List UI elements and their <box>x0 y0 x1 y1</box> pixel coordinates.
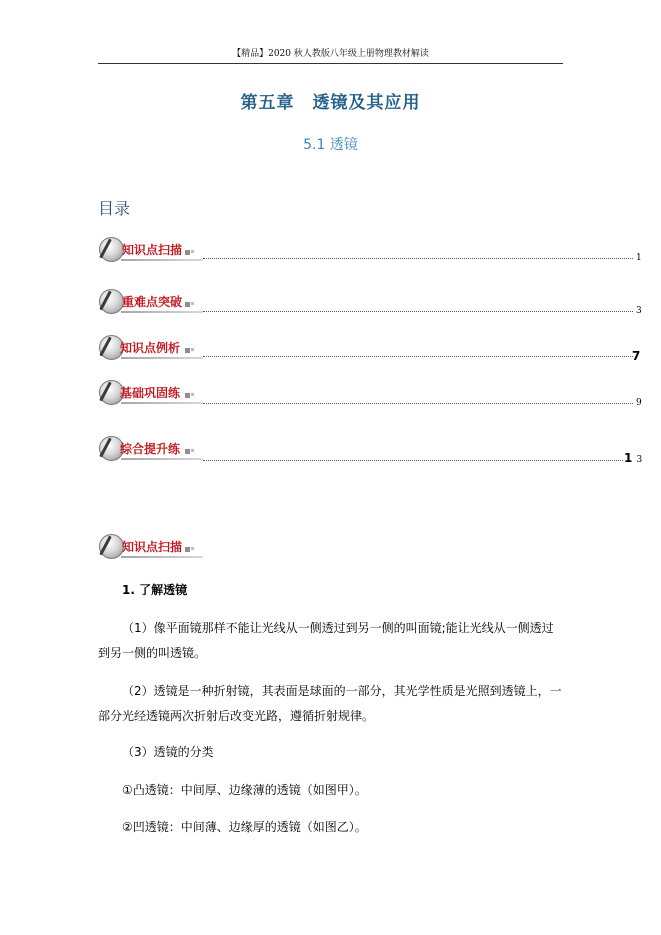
page-header: 【精品】2020 秋人教版八年级上册物理教材解读 <box>232 49 429 59</box>
badge-underline <box>121 357 203 359</box>
toc-page-main: 1 <box>624 451 633 465</box>
badge-underline <box>121 259 203 261</box>
toc-item-key-points[interactable] <box>99 287 203 317</box>
toc-heading: 目录 <box>98 199 131 218</box>
toc-item-examples[interactable] <box>99 333 203 363</box>
toc-item-advanced-practice[interactable] <box>99 434 203 464</box>
badge-underline <box>121 402 203 404</box>
toc-page-number: 1 <box>636 253 642 263</box>
square-decoration <box>191 449 194 452</box>
toc-page-number: 9 <box>636 398 642 408</box>
toc-item-scan[interactable] <box>99 235 203 265</box>
toc-item-basic-practice[interactable] <box>99 378 203 408</box>
toc-page-small: 3 <box>636 455 643 465</box>
badge-underline <box>121 311 203 313</box>
toc-page-number: 7 <box>632 349 641 363</box>
badge-underline <box>121 458 203 460</box>
paragraph: ①凸透镜：中间厚、边缘薄的透镜（如图甲）。 <box>122 783 367 797</box>
square-decoration <box>191 250 194 253</box>
square-decoration <box>185 449 190 454</box>
square-decoration <box>185 302 190 307</box>
square-decoration <box>191 348 194 351</box>
toc-item-label: 基础巩固练 <box>120 386 181 400</box>
square-decoration <box>191 302 194 305</box>
toc-leader <box>203 258 633 259</box>
toc-leader <box>203 356 633 357</box>
body-heading: 1. 了解透镜 <box>122 583 188 597</box>
chapter-title: 第五章 透镜及其应用 <box>240 93 421 113</box>
section-title: 5.1 透镜 <box>303 137 358 153</box>
toc-leader <box>203 460 623 461</box>
paragraph: ②凹透镜：中间薄、边缘厚的透镜（如图乙）。 <box>122 820 367 834</box>
square-decoration <box>191 547 194 550</box>
badge-underline <box>121 556 203 558</box>
toc-item-label: 知识点扫描 <box>122 243 183 257</box>
square-decoration <box>191 393 194 396</box>
toc-item-label: 综合提升练 <box>120 442 181 456</box>
paragraph: （1）像平面镜那样不能让光线从一侧透过到另一侧的叫面镜;能让光线从一侧透过到另一侧的叫透镜。 <box>98 621 554 660</box>
square-decoration <box>185 348 190 353</box>
toc-leader <box>203 403 633 404</box>
section-badge-scan <box>99 532 203 562</box>
header-divider <box>98 63 563 64</box>
square-decoration <box>185 547 190 552</box>
toc-leader <box>203 311 633 312</box>
section-badge-label: 知识点扫描 <box>122 540 183 554</box>
toc-item-label: 重难点突破 <box>122 295 183 309</box>
square-decoration <box>185 393 190 398</box>
square-decoration <box>185 250 190 255</box>
toc-item-label: 知识点例析 <box>120 341 181 355</box>
paragraph: （3）透镜的分类 <box>122 745 214 759</box>
toc-page-number <box>624 451 642 465</box>
toc-page-number: 3 <box>636 306 642 316</box>
paragraph: （2）透镜是一种折射镜，其表面是球面的一部分，其光学性质是光照到透镜上，一部分光经透镜两次折射后改变光路，遵循折射规律。 <box>98 684 562 723</box>
